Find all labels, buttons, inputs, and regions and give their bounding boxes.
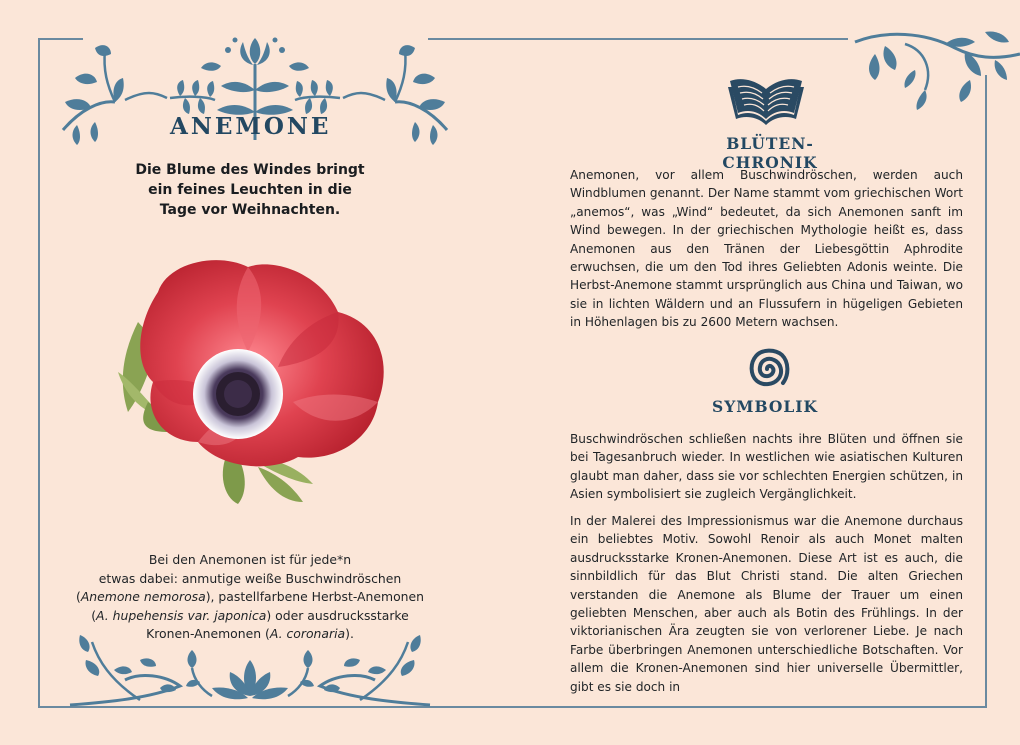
frame-top-middle [428, 38, 848, 40]
species-name: A. hupehensis var. japonica [96, 607, 267, 623]
subtitle-line: ein feines Leuchten in die [148, 182, 352, 198]
symbolik-text-2: In der Malerei des Impressionismus war die Anemone durchaus ein beliebtes Motiv. Sowohl Renoir als auch Monet malten ausdrucksstarke Kronen-Anemonen. Diese Art ist es auch, die sinnbildlich für das Blut Christi stand. Die alten Griechen verstanden die Anemone als Blume der Trauer um einen geliebten Menschen, aber auch als Botin des Frühlings. In der viktorianischen Ära zeugten sie von verlorener Liebe. Je nach Farbe überbringen Anemonen unterschiedliche Botschaften. Vor allem die Kronen-Anemonen sind hier universelle Übermittler, gibt es sie doch in [570, 514, 963, 694]
ornament-top-right [855, 30, 1020, 110]
species-name: Anemone nemorosa [80, 589, 206, 605]
text-fragment: Kronen-Anemonen ( [146, 626, 270, 642]
text-fragment: ) oder ausdrucksstarke [266, 607, 409, 623]
subtitle-line: Tage vor Weihnachten. [159, 202, 341, 218]
symbolik-text-1: Buschwindröschen schließen nachts ihre Blüten und öffnen sie bei Tagesanbruch wieder. In westlichen wie asiatischen Kulturen glaubt man daher, dass sie vor schlechten Energien schützen, in Asien symbolisiert sie zugleich Vergänglichkeit. [570, 432, 963, 502]
text-fragment: ). [345, 626, 354, 642]
intro-line [70, 607, 430, 626]
symbolik-heading: SYMBOLIK [712, 397, 818, 416]
chronik-heading: BLÜTEN-CHRONIK [722, 134, 818, 172]
text-fragment: ), pastellfarbene Herbst-Anemonen [205, 589, 424, 605]
text-fragment: ( [91, 607, 97, 623]
frame-left [38, 38, 40, 708]
ornament-bottom [70, 630, 430, 708]
spiral-icon [743, 345, 791, 393]
page-title: ANEMONE [170, 113, 332, 140]
subtitle-line: Die Blume des Windes bringt [135, 162, 365, 178]
intro-line [70, 588, 430, 607]
intro-line: Bei den Anemonen ist für jede*n [148, 552, 352, 567]
text-fragment: ( [75, 589, 81, 605]
frame-right [985, 75, 987, 708]
subtitle [120, 160, 380, 220]
anemone-illustration [108, 252, 393, 512]
species-name: A. coronaria [269, 626, 346, 642]
open-book-icon [726, 73, 806, 125]
intro-line: etwas dabei: anmutige weiße Buschwindröschen [98, 570, 402, 586]
chronik-text: Anemonen, vor allem Buschwindröschen, werden auch Windblumen genannt. Der Name stammt vom griechischen Wort „anemos“, was „Wind“ bedeutet, da sich Anemonen sanft im Wind bewegen. In der griechischen Mythologie heißt es, dass Anemonen aus den Tränen der Liebesgöttin Aphrodite erwuchsen, die um den Tod ihres Geliebten Adonis weinte. Die Herbst-Anemone stammt ursprünglich aus China und Taiwan, wo sie in lichten Wäldern und an Flussufern in hügeligen Gebieten in Höhenlagen bis zu 2600 Metern wachsen. [570, 168, 963, 330]
